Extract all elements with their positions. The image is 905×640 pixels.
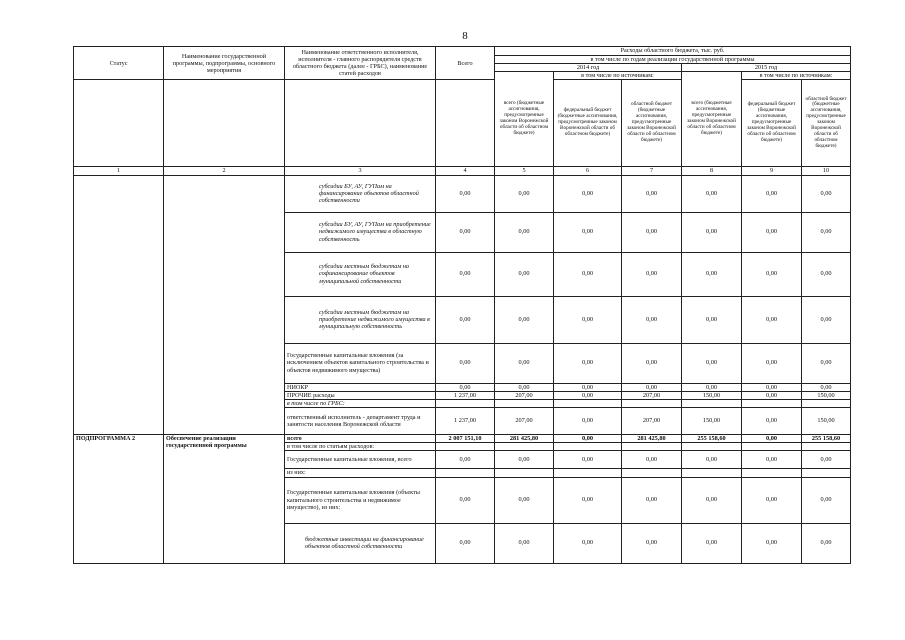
table-cell <box>802 469 851 477</box>
table-cell: 0,00 <box>554 435 622 443</box>
header-total: Всего <box>436 47 495 80</box>
table-cell <box>436 399 495 407</box>
table-cell: 0,00 <box>495 212 554 252</box>
table-cell: 10 <box>802 167 851 175</box>
table-cell: 0,00 <box>742 175 802 212</box>
header-name: Наименование государственной программы, подпрограммы, основного мероприятия <box>164 47 285 80</box>
table-cell: 4 <box>436 167 495 175</box>
table-cell: 0,00 <box>436 343 495 383</box>
table-cell: Государственные капитальные вложения (объекты капитального строительства и недвижимое имущество), из них: <box>285 477 436 523</box>
table-cell: 3 <box>285 167 436 175</box>
table-cell <box>554 469 622 477</box>
table-cell: 0,00 <box>495 523 554 563</box>
table-cell: 0,00 <box>742 296 802 343</box>
table-cell: 0,00 <box>682 296 742 343</box>
table-cell: 0,00 <box>554 212 622 252</box>
table-cell: 207,00 <box>495 408 554 435</box>
table-row <box>74 435 851 443</box>
table-cell: 150,00 <box>682 391 742 399</box>
table-cell: 2 007 151,10 <box>436 435 495 443</box>
table-cell: 207,00 <box>495 391 554 399</box>
header-federal-2015: федеральный бюджет (бюджетные ассигнования, предусмотренные законом Воронежской области об областном бюджете) <box>742 80 802 167</box>
table-row <box>74 175 851 212</box>
table-cell: 0,00 <box>622 477 682 523</box>
table-cell: 0,00 <box>436 383 495 391</box>
header-by-years: в том числе по годам реализации государственной программы <box>495 56 851 64</box>
table-cell <box>682 469 742 477</box>
table-cell: ответственный исполнитель - департамент труда и занятости населения Воронежской области <box>285 408 436 435</box>
header-status: Статус <box>74 47 164 80</box>
table-cell: 0,00 <box>554 451 622 469</box>
table-cell: 0,00 <box>802 175 851 212</box>
table-cell: 5 <box>495 167 554 175</box>
table-cell <box>495 443 554 451</box>
budget-table <box>73 46 851 564</box>
table-cell: в том числе по статьям расходов: <box>285 443 436 451</box>
table-cell: субсидии местным бюджетам на софинансирование объектов муниципальной собственности <box>285 252 436 296</box>
table-cell: 0,00 <box>622 212 682 252</box>
table-cell: субсидии БУ, АУ, ГУПам на приобретение недвижимого имущества в областную собственность <box>285 212 436 252</box>
table-cell: 0,00 <box>436 477 495 523</box>
table-cell: 6 <box>554 167 622 175</box>
table-cell <box>436 80 495 167</box>
table-cell: 1 <box>74 167 164 175</box>
table-cell: 0,00 <box>682 212 742 252</box>
table-cell: 0,00 <box>436 252 495 296</box>
table-cell: 0,00 <box>495 343 554 383</box>
header-year-2014: 2014 год <box>495 64 682 72</box>
table-cell: 255 158,60 <box>682 435 742 443</box>
page-number: 8 <box>462 30 468 42</box>
header-by-sources-2014: в том числе по источникам: <box>554 72 682 80</box>
header-expenses: Расходы областного бюджета, тыс. руб. <box>495 47 851 56</box>
table-cell: 0,00 <box>554 408 622 435</box>
table-cell: 0,00 <box>495 175 554 212</box>
table-cell: 0,00 <box>495 477 554 523</box>
table-cell: субсидии БУ, АУ, ГУПам на финансирование объектов областной собственности <box>285 175 436 212</box>
table-cell: всего <box>285 435 436 443</box>
table-cell: Государственные капитальные вложения (за исключением объектов капитального строительства и объектов недвижимого имущества) <box>285 343 436 383</box>
table-cell: 0,00 <box>436 523 495 563</box>
table-cell: 0,00 <box>742 212 802 252</box>
table-cell <box>622 399 682 407</box>
table-cell: субсидии местным бюджетам на приобретение недвижимого имущества в муниципальную собственность <box>285 296 436 343</box>
column-number-row <box>74 167 851 175</box>
table-cell: 0,00 <box>682 343 742 383</box>
table-cell: 1 237,00 <box>436 391 495 399</box>
header-federal-2014: федеральный бюджет (бюджетные ассигнования, предусмотренные законом Воронежской области об областном бюджете) <box>554 80 622 167</box>
table-cell: 0,00 <box>682 523 742 563</box>
table-cell: бюджетные инвестиции на финансирование объектов областной собственности <box>285 523 436 563</box>
table-cell: 0,00 <box>742 477 802 523</box>
table-cell <box>554 443 622 451</box>
table-cell: 207,00 <box>622 391 682 399</box>
table-cell: 0,00 <box>495 383 554 391</box>
table-cell: 0,00 <box>554 252 622 296</box>
subprogram-status: ПОДПРОГРАММА 2 <box>74 435 164 563</box>
table-cell: 0,00 <box>554 391 622 399</box>
table-cell: 0,00 <box>436 212 495 252</box>
table-cell: 7 <box>622 167 682 175</box>
table-cell: 0,00 <box>742 252 802 296</box>
table-cell: 0,00 <box>682 451 742 469</box>
table-cell: 150,00 <box>802 408 851 435</box>
header-year-2015: 2015 год <box>682 64 851 72</box>
header-by-sources-2015: в том числе по источникам: <box>742 72 851 80</box>
table-cell: 0,00 <box>554 477 622 523</box>
table-cell: 0,00 <box>802 343 851 383</box>
table-cell: 0,00 <box>742 523 802 563</box>
table-cell: 0,00 <box>742 391 802 399</box>
table-cell: 2 <box>164 167 285 175</box>
table-cell: 0,00 <box>554 523 622 563</box>
table-cell: 207,00 <box>622 408 682 435</box>
table-cell <box>802 399 851 407</box>
table-cell: 0,00 <box>622 175 682 212</box>
header-executor: Наименование ответственного исполнителя, исполнителя - главного распорядителя средств областного бюджета (далее - ГРБС), наименование статей расходов <box>285 47 436 80</box>
table-cell: из них: <box>285 469 436 477</box>
table-cell: 0,00 <box>554 296 622 343</box>
table-cell: 0,00 <box>622 296 682 343</box>
table-cell: 0,00 <box>742 451 802 469</box>
table-cell: 0,00 <box>802 477 851 523</box>
header-regional-2014: областной бюджет (бюджетные ассигнования, предусмотренные законом Воронежской области об областном бюджете) <box>622 80 682 167</box>
table-cell: НИОКР <box>285 383 436 391</box>
table-cell <box>682 443 742 451</box>
table-cell: 0,00 <box>682 477 742 523</box>
table-cell <box>742 399 802 407</box>
table-cell: 0,00 <box>436 296 495 343</box>
table-cell: в том числе по ГРБС: <box>285 399 436 407</box>
table-cell <box>74 175 164 435</box>
table-cell <box>622 469 682 477</box>
table-cell: 281 425,80 <box>495 435 554 443</box>
table-cell: 0,00 <box>622 383 682 391</box>
table-cell <box>436 469 495 477</box>
table-cell: 0,00 <box>682 252 742 296</box>
table-cell <box>742 469 802 477</box>
table-cell: Государственные капитальные вложения, всего <box>285 451 436 469</box>
table-cell <box>495 399 554 407</box>
table-cell <box>682 399 742 407</box>
header-regional-2015: областной бюджет (бюджетные ассигнования, предусмотренные законом Воронежской области об областном бюджете) <box>802 80 851 167</box>
header-total-budget-2014: всего (бюджетные ассигнования, предусмотренные законом Воронежской области об областном бюджете) <box>495 72 554 167</box>
table-cell <box>436 443 495 451</box>
table-cell: 0,00 <box>554 175 622 212</box>
table-cell <box>285 80 436 167</box>
table-cell <box>554 399 622 407</box>
table-cell <box>742 443 802 451</box>
table-cell <box>74 80 164 167</box>
table-cell: 9 <box>742 167 802 175</box>
table-cell: 150,00 <box>802 391 851 399</box>
table-cell: 0,00 <box>495 252 554 296</box>
table-cell: 0,00 <box>742 408 802 435</box>
header-total-budget-2015: всего (бюджетные ассигнования, предусмотренные законом Воронежской области об областном бюджете) <box>682 72 742 167</box>
table-cell: 0,00 <box>802 252 851 296</box>
table-cell <box>802 443 851 451</box>
table-cell: 0,00 <box>495 296 554 343</box>
table-cell: 0,00 <box>622 343 682 383</box>
table-cell: 0,00 <box>554 343 622 383</box>
table-cell: 0,00 <box>622 252 682 296</box>
table-cell: 0,00 <box>682 175 742 212</box>
table-cell: 150,00 <box>682 408 742 435</box>
table-cell: 0,00 <box>622 451 682 469</box>
table-cell <box>622 443 682 451</box>
subprogram-name: Обеспечение реализации государственной программы <box>164 435 285 563</box>
table-cell: 0,00 <box>742 383 802 391</box>
table-cell: 0,00 <box>802 296 851 343</box>
table-cell: 0,00 <box>436 175 495 212</box>
table-cell: 0,00 <box>742 343 802 383</box>
table-cell: 0,00 <box>436 451 495 469</box>
table-cell: 0,00 <box>682 383 742 391</box>
table-cell: 1 237,00 <box>436 408 495 435</box>
table-cell <box>495 469 554 477</box>
table-cell: 0,00 <box>554 383 622 391</box>
table-cell: 281 425,80 <box>622 435 682 443</box>
table-cell: 0,00 <box>495 451 554 469</box>
table-cell: 0,00 <box>802 383 851 391</box>
table-cell: 0,00 <box>802 451 851 469</box>
table-cell: ПРОЧИЕ расходы <box>285 391 436 399</box>
table-cell: 0,00 <box>742 435 802 443</box>
table-cell: 255 158,60 <box>802 435 851 443</box>
table-cell <box>164 80 285 167</box>
table-cell: 0,00 <box>802 212 851 252</box>
table-cell <box>164 175 285 435</box>
table-cell: 8 <box>682 167 742 175</box>
table-cell: 0,00 <box>802 523 851 563</box>
table-cell: 0,00 <box>622 523 682 563</box>
